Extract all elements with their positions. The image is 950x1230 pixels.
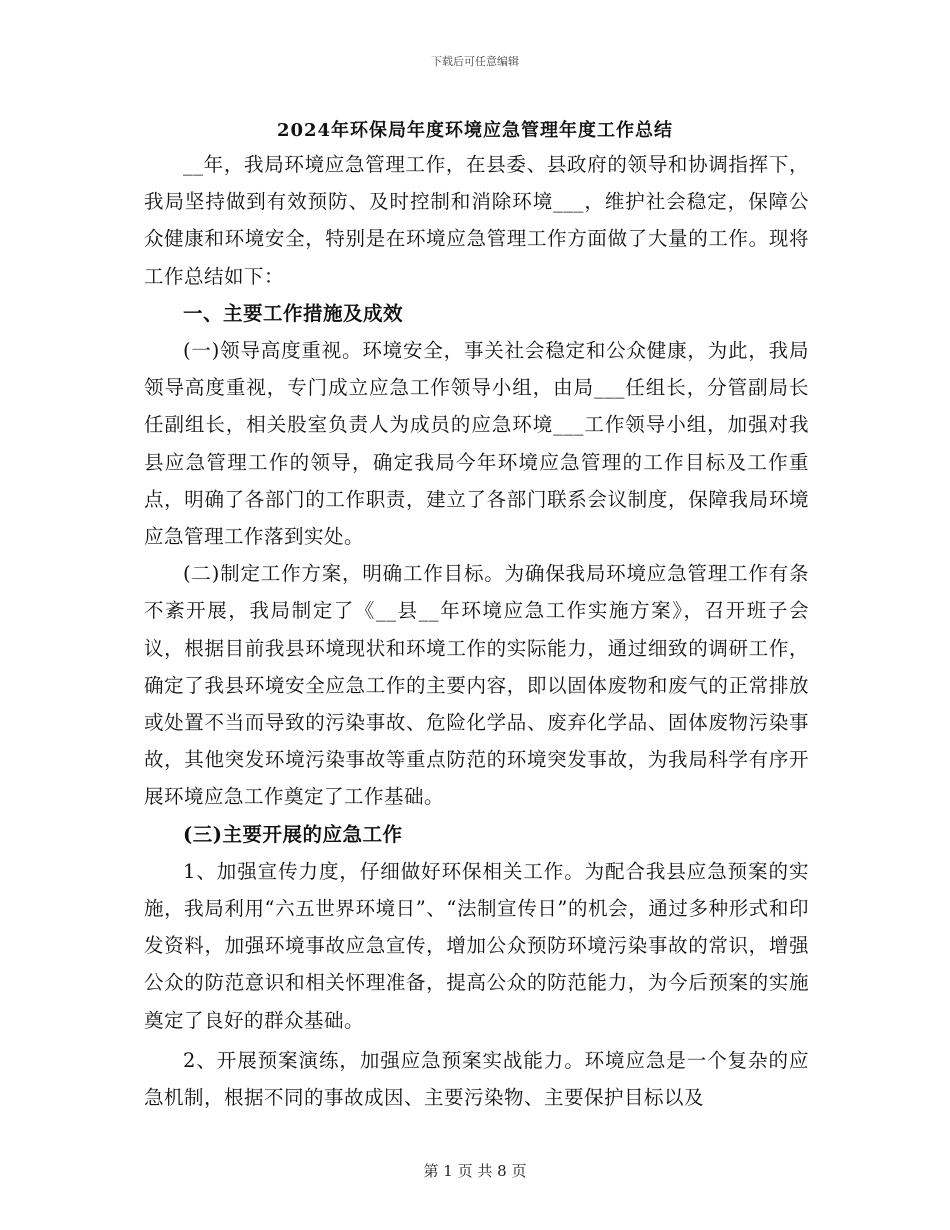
paragraph-leadership: (一)领导高度重视。环境安全，事关社会稳定和公众健康，为此，我局领导高度重视，专门成立应急工作领导小组，由局___任组长，分管副局长任副组长，相关股室负责人为成员的应急环境___工作领导小组，加强对我县应急管理工作的领导，确定我局今年环境应急管理的工作目标及工作重点，明确了各部门的工作职责，建立了各部门联系会议制度，保障我局环境应急管理工作落到实处。 — [144, 339, 809, 549]
document-title: 2024年环保局年度环境应急管理年度工作总结 — [276, 120, 674, 141]
header-note: 下载后可任意编辑 — [431, 55, 519, 68]
section-heading-1: 一、主要工作措施及成效 — [183, 301, 404, 325]
paragraph-drills: 2、开展预案演练，加强应急预案实战能力。环境应急是一个复杂的应急机制，根据不同的事故成因、主要污染物、主要保护目标以及 — [144, 1048, 809, 1110]
paragraph-publicity: 1、加强宣传力度，仔细做好环保相关工作。为配合我县应急预案的实施，我局利用“六五世界环境日”、“法制宣传日”的机会，通过多种形式和印发资料，加强环境事故应急宣传，增加公众预防环境污染事故的常识，增强公众的防范意识和相关怀理准备，提高公众的防范能力，为今后预案的实施奠定了良好的群众基础。 — [144, 859, 809, 1032]
page-number: 第 1 页 共 8 页 — [423, 1162, 527, 1180]
subsection-heading-3: (三)主要开展的应急工作 — [183, 822, 403, 846]
document-body — [144, 146, 809, 1116]
paragraph-intro: __年，我局环境应急管理工作，在县委、县政府的领导和协调指挥下，我局坚持做到有效预防、及时控制和消除环境___，维护社会稳定，保障公众健康和环境安全，特别是在环境应急管理工作方面做了大量的工作。现将工作总结如下： — [144, 153, 809, 288]
paragraph-work-plan: (二)制定工作方案，明确工作目标。为确保我局环境应急管理工作有条不紊开展，我局制定了《__县__年环境应急工作实施方案》，召开班子会议，根据目前我县环境现状和环境工作的实际能力，通过细致的调研工作，确定了我县环境安全应急工作的主要内容，即以固体废物和废气的正常排放或处置不当而导致的污染事故、危险化学品、废弃化学品、固体废物污染事故，其他突发环境污染事故等重点防范的环境突发事故，为我局科学有序开展环境应急工作奠定了工作基础。 — [144, 562, 809, 809]
